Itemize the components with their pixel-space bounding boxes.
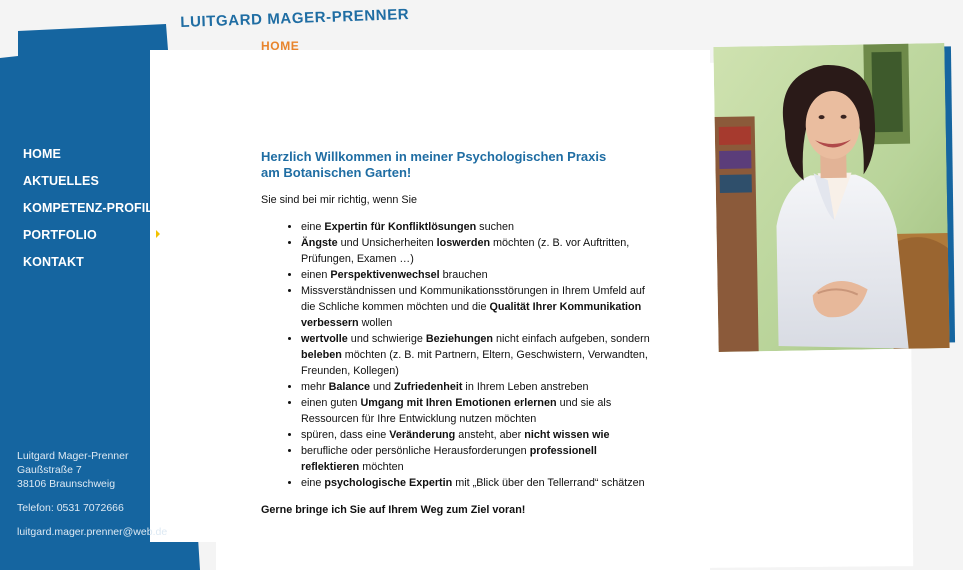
- list-item: [301, 427, 656, 443]
- welcome-heading: [261, 149, 656, 181]
- address-phone: Telefon: 0531 7072666: [17, 502, 124, 514]
- address-name: Luitgard Mager-Prenner: [17, 450, 129, 462]
- list-item-text: eine: [301, 221, 325, 233]
- list-item-emphasis: psychologische Expertin: [324, 477, 453, 489]
- list-item-text: und schwierige: [347, 333, 426, 345]
- list-item-emphasis: loswerden: [436, 237, 491, 249]
- welcome-heading-line1: Herzlich Willkommen in meiner Psychologischen Praxis: [261, 149, 607, 164]
- nav-item-portfolio[interactable]: [23, 227, 163, 254]
- submenu-arrow-icon: [156, 230, 160, 238]
- list-item-text: nicht einfach aufgeben, sondern: [493, 333, 650, 345]
- list-item-text: Missverständnissen und Kommunikationsstörungen in Ihrem Umfeld auf die Schliche kommen möchten und die: [301, 285, 645, 313]
- nav-item-label: HOME: [23, 147, 61, 161]
- list-item-text: einen guten: [301, 397, 361, 409]
- list-item: [301, 219, 656, 235]
- nav-item-label: KONTAKT: [23, 255, 84, 269]
- list-item-emphasis: nicht wissen wie: [524, 429, 610, 441]
- nav-item-label: KOMPETENZ-PROFIL: [23, 201, 154, 215]
- nav-item-kompetenz-profil[interactable]: [23, 200, 163, 227]
- list-item-emphasis: Beziehungen: [425, 333, 494, 345]
- nav-item-kontakt[interactable]: [23, 254, 163, 281]
- intro-text: Sie sind bei mir richtig, wenn Sie: [261, 194, 418, 206]
- list-item-text: möchten (z. B. vor Auftritten, Prüfungen, Examen …): [301, 237, 630, 265]
- list-item-text: eine: [301, 477, 325, 489]
- list-item-emphasis: wertvolle: [301, 333, 348, 345]
- list-item-text: einen: [301, 269, 331, 281]
- list-item-emphasis: Umgang mit Ihren Emotionen erlernen: [360, 397, 557, 409]
- list-item: [301, 267, 656, 283]
- portrait-photo: [713, 43, 949, 352]
- list-item: [301, 475, 656, 491]
- list-item: [301, 331, 656, 379]
- list-item-emphasis: professionell reflektieren: [301, 445, 597, 473]
- list-item-emphasis: Perspektivenwechsel: [330, 269, 440, 281]
- main-content: [261, 149, 656, 518]
- list-item-text: in Ihrem Leben anstreben: [462, 381, 589, 393]
- list-item-text: und sie als Ressourcen für Ihre Entwicklung nutzen möchten: [301, 397, 612, 425]
- portrait-area: [700, 40, 963, 550]
- list-item-emphasis: Veränderung: [389, 429, 456, 441]
- list-item-text: möchten (z. B. mit Partnern, Eltern, Geschwistern, Verwandten, Freunden, Kollegen): [301, 349, 648, 377]
- list-item: [301, 443, 656, 475]
- list-item-emphasis: Ängste: [301, 237, 338, 249]
- page-title: HOME: [261, 39, 300, 53]
- address-city: 38106 Braunschweig: [17, 478, 116, 490]
- list-item-emphasis: Expertin für Konfliktlösungen: [324, 221, 477, 233]
- nav-item-aktuelles[interactable]: [23, 173, 163, 200]
- list-item-text: ansteht, aber: [455, 429, 525, 441]
- main-navigation: [23, 146, 163, 281]
- list-item-emphasis: Zufriedenheit: [394, 381, 463, 393]
- list-item-text: wollen: [358, 317, 393, 329]
- contact-address: [17, 449, 167, 539]
- list-item-emphasis: beleben: [301, 349, 342, 361]
- list-item: [301, 379, 656, 395]
- benefits-list: [261, 219, 656, 491]
- nav-item-label: AKTUELLES: [23, 174, 99, 188]
- welcome-heading-line2: am Botanischen Garten!: [261, 165, 412, 180]
- list-item: [301, 283, 656, 331]
- list-item-text: möchten: [359, 461, 404, 473]
- list-item-text: suchen: [476, 221, 515, 233]
- list-item-text: spüren, dass eine: [301, 429, 390, 441]
- list-item: [301, 395, 656, 427]
- nav-item-home[interactable]: [23, 146, 163, 173]
- list-item-text: und: [370, 381, 395, 393]
- email-link[interactable]: luitgard.mager.prenner@web.de: [17, 526, 168, 538]
- list-item-text: brauchen: [439, 269, 488, 281]
- address-street: Gaußstraße 7: [17, 464, 82, 476]
- nav-item-label: PORTFOLIO: [23, 228, 97, 242]
- closing-text: Gerne bringe ich Sie auf Ihrem Weg zum Ziel voran!: [261, 504, 526, 516]
- site-logo[interactable]: LUITGARD MAGER-PRENNER: [180, 6, 410, 31]
- list-item-text: mit „Blick über den Tellerrand“ schätzen: [452, 477, 645, 489]
- list-item-emphasis: Balance: [328, 381, 371, 393]
- list-item-emphasis: Qualität Ihrer Kommunikation verbessern: [301, 301, 642, 329]
- list-item-text: mehr: [301, 381, 329, 393]
- list-item-text: und Unsicherheiten: [337, 237, 437, 249]
- list-item: [301, 235, 656, 267]
- list-item-text: berufliche oder persönliche Herausforderungen: [301, 445, 530, 457]
